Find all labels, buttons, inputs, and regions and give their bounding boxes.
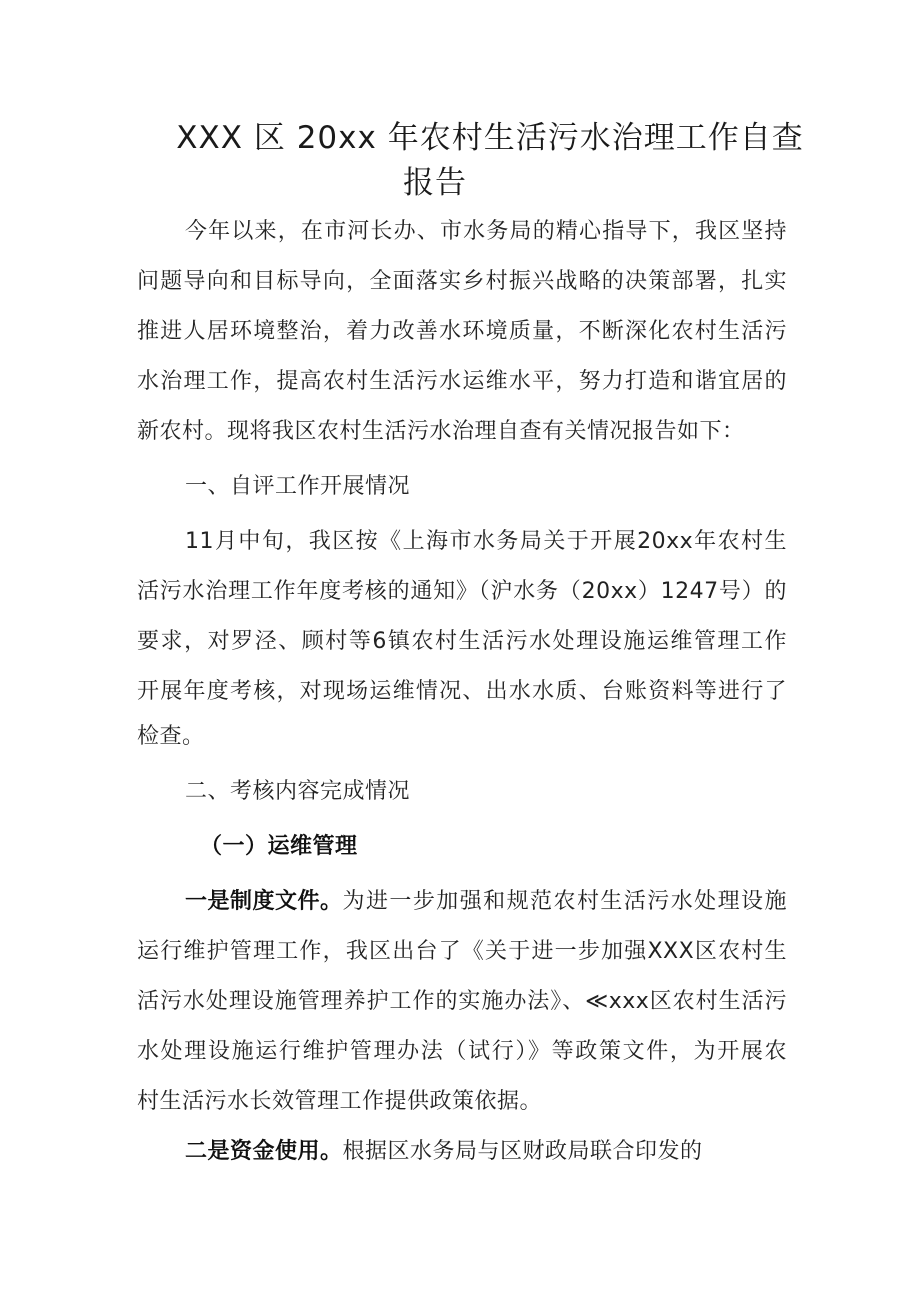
item2-text: 根据区水务局与区财政局联合印发的 [342, 1139, 703, 1164]
item2-line [185, 1134, 703, 1165]
item2-lead: 二是资金使用。 [185, 1139, 343, 1164]
section1-line: 要求，对罗泾、顾村等6镇农村生活污水处理设施运维管理工作 [137, 629, 787, 654]
section1-line: 检查。 [137, 724, 205, 749]
item1-line: 水处理设施运行维护管理办法（试行）》等政策文件，为开展农 [137, 1039, 787, 1064]
section1-line: 11月中旬，我区按《上海市水务局关于开展20xx年农村生 [185, 529, 787, 554]
section1-line: 活污水治理工作年度考核的通知》（沪水务（20xx）1247号）的 [137, 579, 787, 604]
item1-lead: 一是制度文件。 [185, 889, 343, 914]
intro-line: 水治理工作，提高农村生活污水运维水平，努力打造和谐宜居的 [137, 369, 787, 394]
intro-line: 推进人居环境整治，着力改善水环境质量，不断深化农村生活污 [137, 319, 787, 344]
item1-line: 运行维护管理工作，我区出台了《关于进一步加强XXX区农村生 [137, 939, 787, 964]
document-title-line2: 报告 [403, 165, 467, 201]
section1-line: 开展年度考核，对现场运维情况、出水水质、台账资料等进行了 [137, 679, 787, 704]
section1-heading: 一、自评工作开展情况 [185, 474, 411, 499]
item1-line: 活污水处理设施管理养护工作的实施办法》、≪xxx区农村生活污 [137, 989, 787, 1014]
item1-first-line [185, 884, 787, 915]
intro-line: 今年以来，在市河长办、市水务局的精心指导下，我区坚持 [185, 219, 787, 244]
subsection1-heading: （一）运维管理 [200, 834, 358, 859]
intro-line: 问题导向和目标导向，全面落实乡村振兴战略的决策部署，扎实 [137, 269, 787, 294]
item1-line: 村生活污水长效管理工作提供政策依据。 [137, 1089, 543, 1114]
section2-heading: 二、考核内容完成情况 [185, 779, 411, 804]
intro-line: 新农村。现将我区农村生活污水治理自查有关情况报告如下： [137, 419, 745, 444]
item1-line: 为进一步加强和规范农村生活污水处理设施 [342, 889, 787, 914]
document-title-line1: XXX 区 20xx 年农村生活污水治理工作自查 [176, 120, 804, 156]
